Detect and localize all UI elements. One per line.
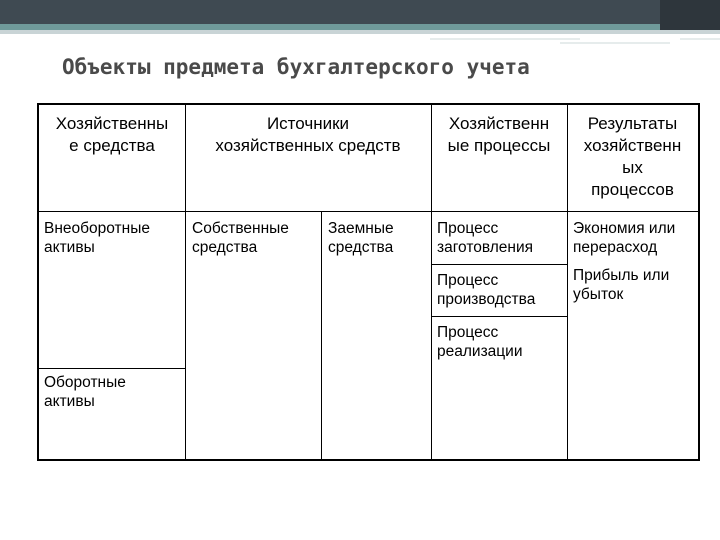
cell-sales: Процесс реализации	[437, 324, 523, 360]
cell-own-funds: Собственные средства	[192, 220, 289, 256]
cell-borrowed-funds: Заемные средства	[328, 220, 394, 256]
slide-title: Объекты предмета бухгалтерского учета	[62, 55, 530, 79]
col-divider	[431, 105, 432, 459]
row-divider	[431, 264, 567, 265]
cell-current-assets: Оборотные активы	[44, 374, 126, 410]
row-divider	[431, 316, 567, 317]
cell-procurement: Процесс заготовления	[437, 220, 534, 256]
cell-noncurrent-assets: Внеоборотные активы	[44, 220, 150, 256]
top-bar-dark	[0, 0, 720, 24]
decor-stripe	[560, 42, 670, 44]
cell-production: Процесс производства	[437, 272, 536, 308]
accounting-objects-table	[37, 103, 700, 461]
col-divider	[185, 105, 186, 459]
top-bar-corner	[660, 0, 720, 30]
decor-stripe	[430, 38, 580, 40]
header-assets: Хозяйственны е средства	[55, 114, 169, 155]
row-divider	[39, 368, 185, 369]
cell-profit: Прибыль или убыток	[573, 267, 670, 303]
top-bar-light	[0, 30, 720, 34]
header-results: Результаты хозяйственн ых процессов	[583, 114, 682, 199]
header-sources: Источники хозяйственных средств	[215, 114, 401, 155]
header-divider	[39, 211, 698, 212]
header-processes: Хозяйственн ые процессы	[447, 114, 551, 155]
cell-savings: Экономия или перерасход	[573, 220, 676, 256]
decor-stripe	[680, 38, 720, 40]
col-divider	[321, 211, 322, 459]
